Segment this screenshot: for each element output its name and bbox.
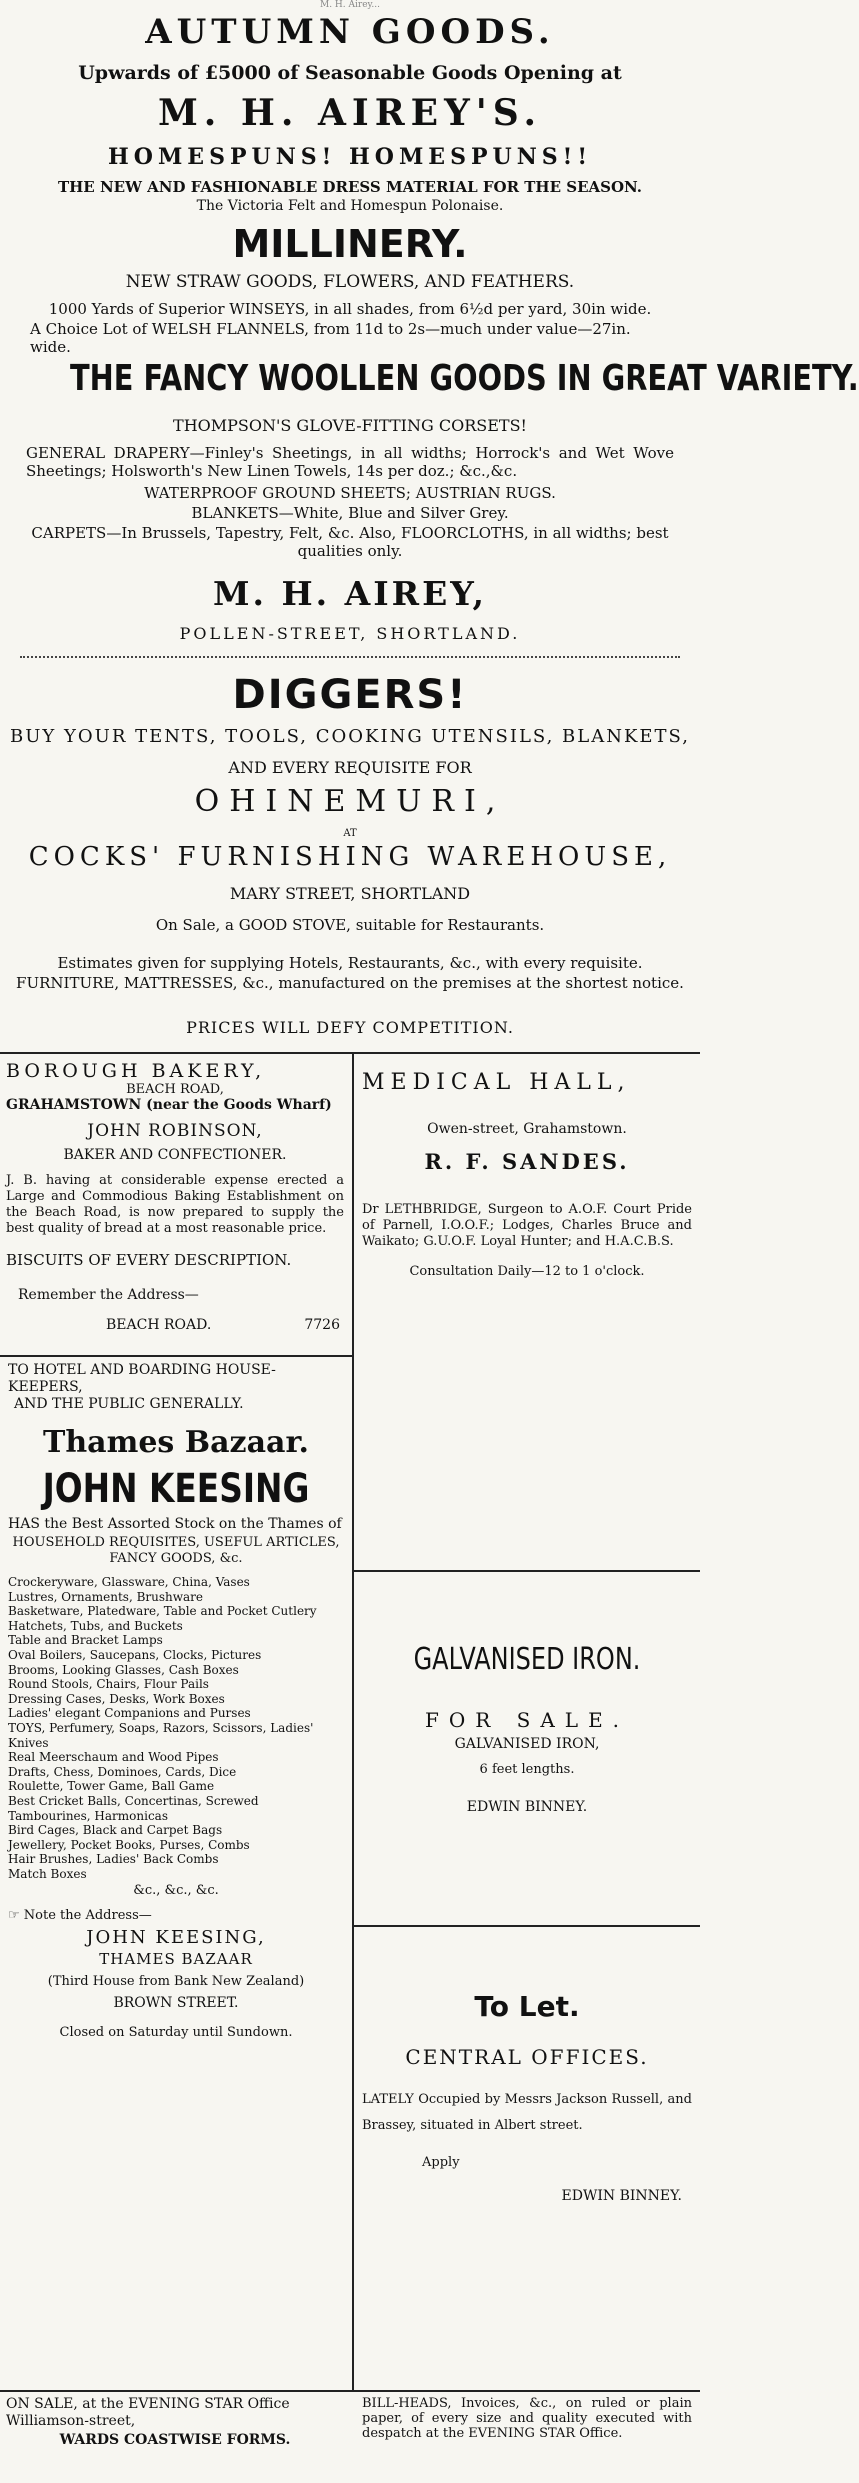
tolet-title: To Let.: [474, 1990, 580, 2023]
list-item: Best Cricket Balls, Concertinas, Screwed Tambourines, Harmonicas: [8, 1793, 259, 1823]
iron-name: EDWIN BINNEY.: [466, 1799, 588, 1815]
medical-hours: Consultation Daily—12 to 1 o'clock.: [409, 1264, 645, 1279]
tolet-advert: [362, 1990, 692, 2204]
tolet-apply: Apply: [422, 2155, 460, 2170]
diggers-heading: DIGGERS!: [232, 672, 468, 718]
bazaar-advert: [8, 1362, 344, 2040]
footer-left-line-1: ON SALE, at the EVENING STAR Office Williamson-street,: [6, 2396, 290, 2429]
list-item: Crockeryware, Glassware, China, Vases: [8, 1575, 250, 1589]
list-item: Round Stools, Chairs, Flour Pails: [8, 1677, 209, 1692]
tolet-body: LATELY Occupied by Messrs Jackson Russell, and Brassey, situated in Albert street.: [362, 2092, 692, 2133]
bazaar-street: BROWN STREET.: [113, 1995, 239, 2012]
medical-body: Dr LETHBRIDGE, Surgeon to A.O.F. Court Pride of Parnell, I.O.O.F.; Lodges, Charles Bruce and Waikato; G.U.O.F. Loyal Hunter; and H.A.C.B.S.: [362, 1202, 692, 1249]
iron-item: GALVANISED IRON,: [454, 1736, 600, 1752]
bakery-biscuits: BISCUITS OF EVERY DESCRIPTION.: [6, 1251, 292, 1269]
diggers-requisite-line: AND EVERY REQUISITE FOR: [228, 758, 472, 777]
bakery-title: BOROUGH BAKERY,: [6, 1060, 266, 1082]
iron-lengths: 6 feet lengths.: [479, 1762, 575, 1777]
airey-subtitle: Upwards of £5000 of Seasonable Goods Opening at: [78, 62, 622, 84]
bazaar-sign-name: JOHN KEESING,: [86, 1927, 266, 1949]
bazaar-intro-1: TO HOTEL AND BOARDING HOUSE-KEEPERS,: [8, 1362, 276, 1395]
bakery-trade: BAKER AND CONFECTIONER.: [63, 1147, 287, 1163]
list-item: Ladies' elegant Companions and Purses: [8, 1706, 251, 1721]
list-item: Brooms, Looking Glasses, Cash Boxes: [8, 1662, 239, 1677]
footer-rule: [0, 2390, 700, 2392]
waterproof-line: WATERPROOF GROUND SHEETS; AUSTRIAN RUGS.: [144, 484, 556, 502]
pointing-hand-icon: ☞: [8, 1908, 24, 1924]
list-item: Dressing Cases, Desks, Work Boxes: [8, 1691, 225, 1706]
winseys-line: 1000 Yards of Superior WINSEYS, in all shades, from 6½d per yard, 30in wide.: [48, 300, 652, 318]
diggers-at: AT: [343, 828, 357, 839]
cocks-warehouse: COCKS' FURNISHING WAREHOUSE,: [28, 842, 672, 872]
diggers-buy-line: BUY YOUR TENTS, TOOLS, COOKING UTENSILS, BLANKETS,: [10, 726, 690, 747]
tolet-office: CENTRAL OFFICES.: [405, 2045, 649, 2069]
estimates-line: Estimates given for supplying Hotels, Restaurants, &c., with every requisite.: [57, 954, 643, 972]
list-item: Lustres, Ornaments, Brushware: [8, 1589, 204, 1604]
medical-name: R. F. SANDES.: [424, 1149, 630, 1174]
rule-left: [0, 1355, 352, 1357]
bazaar-note: Note the Address—: [23, 1908, 152, 1924]
footer-left-line-2: WARDS COASTWISE FORMS.: [59, 2432, 291, 2448]
ohinemuri-place: OHINEMURI,: [194, 784, 506, 819]
bazaar-owner: JOHN KEESING: [42, 1466, 310, 1512]
bazaar-sign-shop: THAMES BAZAAR: [99, 1950, 253, 1969]
bakery-owner: JOHN ROBINSON,: [87, 1121, 263, 1141]
divider: [20, 656, 680, 658]
iron-advert: [362, 1642, 692, 1815]
list-item: Jewellery, Pocket Books, Purses, Combs: [8, 1837, 250, 1852]
list-item: Roulette, Tower Game, Ball Game: [8, 1779, 215, 1794]
medical-title: MEDICAL HALL,: [362, 1070, 631, 1095]
airey-signature-name: M. H. AIREY,: [212, 574, 488, 613]
rule-right-2: [354, 1925, 700, 1927]
flannels-line: A Choice Lot of WELSH FLANNELS, from 11d to 2s—much under value—27in. wide.: [30, 320, 631, 356]
rule-right: [354, 1570, 700, 1572]
mary-street: MARY STREET, SHORTLAND: [229, 884, 471, 903]
autumn-goods-title: AUTUMN GOODS.: [145, 12, 555, 52]
good-stove-line: On Sale, a GOOD STOVE, suitable for Restaurants.: [155, 916, 545, 934]
prices-line: PRICES WILL DEFY COMPETITION.: [186, 1018, 514, 1037]
medical-street: Owen-street, Grahamstown.: [427, 1121, 627, 1137]
blankets-line: BLANKETS—White, Blue and Silver Grey.: [191, 504, 509, 522]
bazaar-intro-2: AND THE PUBLIC GENERALLY.: [14, 1396, 244, 1412]
list-item: Drafts, Chess, Dominoes, Cards, Dice: [8, 1764, 237, 1779]
bazaar-title: Thames Bazaar.: [43, 1425, 309, 1460]
new-dress-line: THE NEW AND FASHIONABLE DRESS MATERIAL FOR THE SEASON.: [57, 178, 643, 196]
iron-title: GALVANISED IRON.: [413, 1642, 641, 1677]
bakery-road: BEACH ROAD,: [126, 1082, 224, 1097]
airey-name: M. H. AIREY'S.: [157, 92, 543, 134]
corsets-line: THOMPSON'S GLOVE-FITTING CORSETS!: [173, 416, 527, 435]
bakery-body: J. B. having at considerable expense erected a Large and Commodious Baking Establishment on the Beach Road, is now prepared to supply the best quality of bread at a most reasonable price.: [6, 1173, 344, 1236]
bazaar-lead-2: HOUSEHOLD REQUISITES, USEFUL ARTICLES, FANCY GOODS, &c.: [12, 1535, 340, 1566]
airey-address: POLLEN-STREET, SHORTLAND.: [179, 624, 521, 643]
bazaar-closed: Closed on Saturday until Sundown.: [59, 2025, 293, 2041]
list-item: Bird Cages, Black and Carpet Bags: [8, 1823, 223, 1838]
straw-goods-line: NEW STRAW GOODS, FLOWERS, AND FEATHERS.: [125, 272, 575, 292]
millinery-heading: MILLINERY.: [232, 222, 468, 266]
fancy-woollen-heading: THE FANCY WOOLLEN GOODS IN GREAT VARIETY.: [70, 358, 859, 399]
bazaar-third-house: (Third House from Bank New Zealand): [47, 1974, 305, 1990]
list-item: TOYS, Perfumery, Soaps, Razors, Scissors, Ladies' Knives: [8, 1720, 314, 1750]
drapery-line: GENERAL DRAPERY—Finley's Sheetings, in all widths; Horrock's and Wet Wove Sheetings; Holsworth's New Linen Towels, 14s per doz.; &c.,&c.: [26, 444, 674, 480]
furniture-line: FURNITURE, MATTRESSES, &c., manufactured on the premises at the shortest notice.: [16, 974, 684, 992]
list-item: Hatchets, Tubs, and Buckets: [8, 1618, 183, 1633]
footer-left: [6, 2396, 344, 2449]
bakery-remember: Remember the Address—: [18, 1287, 199, 1303]
list-item: Hair Brushes, Ladies' Back Combs: [8, 1852, 219, 1867]
column-rule: [352, 1052, 354, 2390]
homespuns-heading: HOMESPUNS! HOMESPUNS!!: [108, 144, 592, 170]
list-item: Match Boxes: [8, 1866, 87, 1881]
list-item: Real Meerschaum and Wood Pipes: [8, 1750, 219, 1765]
medical-advert: [362, 1070, 692, 1279]
bazaar-lead: HAS the Best Assorted Stock on the Thames of: [8, 1516, 342, 1532]
list-item: Oval Boilers, Saucepans, Clocks, Pictures: [8, 1647, 262, 1662]
bakery-address: BEACH ROAD.: [106, 1317, 212, 1333]
bazaar-etc: &c., &c., &c.: [133, 1883, 219, 1899]
carpets-line: CARPETS—In Brussels, Tapestry, Felt, &c. Also, FLOORCLOTHS, in all widths; best qualities only.: [31, 524, 669, 560]
list-item: Basketware, Platedware, Table and Pocket Cutlery: [8, 1604, 317, 1619]
footer-right: BILL-HEADS, Invoices, &c., on ruled or plain paper, of every size and quality executed with despatch at the EVENING STAR Office.: [362, 2396, 692, 2441]
tolet-name: EDWIN BINNEY.: [561, 2188, 682, 2204]
bakery-advert: [6, 1060, 344, 1335]
masthead-fragment: M. H. Airey...: [320, 0, 380, 10]
felt-line: The Victoria Felt and Homespun Polonaise.: [196, 198, 504, 214]
bakery-location: GRAHAMSTOWN (near the Goods Wharf): [6, 1097, 332, 1113]
section-rule: [0, 1052, 700, 1054]
list-item: Table and Bracket Lamps: [8, 1633, 163, 1648]
bakery-ref: 7726: [304, 1317, 340, 1333]
bazaar-item-list: [8, 1575, 344, 1881]
iron-for-sale: FOR SALE.: [424, 1708, 630, 1732]
